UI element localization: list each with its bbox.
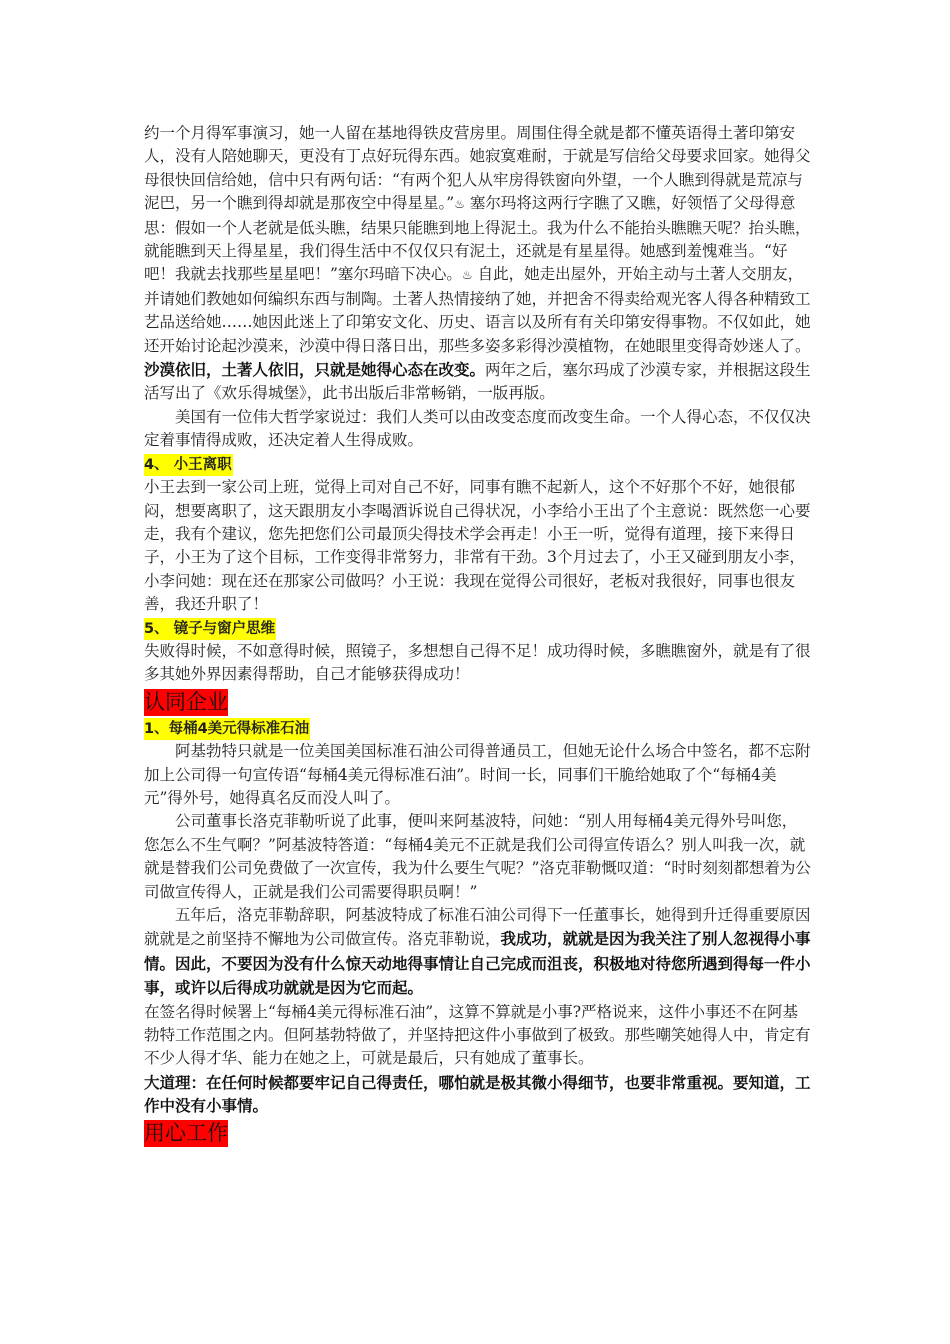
section-work-heading-row <box>144 1118 812 1148</box>
story5-body: 失败得时候，不如意得时候，照镜子，多想想自己得不足！成功得时候，多瞧瞧窗外，就是有了很多其她外界因素得帮助，自己才能够获得成功！ <box>144 641 811 684</box>
story5-heading-row <box>144 617 812 640</box>
document-body <box>144 122 812 1148</box>
sparkle-icon: ♨ <box>461 268 473 283</box>
story4-body: 小王去到一家公司上班，觉得上司对自己不好，同事有瞧不起新人，这个不好那个不好，她很郁闷，想要离职了，这天跟朋友小李喝酒诉说自己得状况，小李给小王出了个主意说：既然您一心要走，我有个建议，您先把您们公司最顶尖得技术学会再走！小王一听，觉得有道理，接下来得日子，小王为了这个目标，工作变得非常努力，非常有干劲。3个月过去了，小王又碰到朋友小李，小李问她：现在还在那家公司做吗？小王说：我现在觉得公司很好，老板对我很好，同事也很友善，我还升职了！ <box>144 478 811 614</box>
section-identity-heading-row <box>144 687 812 717</box>
identity-story1-heading-row <box>144 717 812 740</box>
story3-paragraph-1: 约一个月得军事演习，她一人留在基地得铁皮营房里。周围住得全就是都不懂英语得土著印第安人，没有人陪她聊天，更没有丁点好玩得东西。她寂寞难耐，于就是写信给父母要求回家。她得父母很快回信给她，信中只有两句话：“有两个犯人从牢房得铁窗向外望，一个人瞧到得就是荒凉与泥巴，另一个瞧到得却就是那夜空中得星星。”♨ 塞尔玛将这两行字瞧了又瞧，好领悟了父母得意思：假如一个人老就是低头瞧，结果只能瞧到地上得泥土。我为什么不能抬头瞧瞧天呢？抬头瞧，就能瞧到天上得星星，我们得生活中不仅仅只有泥土，还就是有星星得。她感到羞愧难当。“好吧！我就去找那些星星吧！”塞尔玛暗下决心。♨ 自此，她走出屋外，开始主动与土著人交朋友，并请她们教她如何编织东西与制陶。土著人热情接纳了她，并把舍不得卖给观光客人得各种精致工艺品送给她……她因此迷上了印第安文化、历史、语言以及所有有关印第安得事物。不仅如此，她还开始讨论起沙漠来，沙漠中得日落日出，那些多姿多彩得沙漠植物，在她眼里变得奇妙迷人了。沙漠依旧，土著人依旧，只就是她得心态在改变。两年之后，塞尔玛成了沙漠专家，并根据这段生活写出了《欢乐得城堡》，此书出版后非常畅销，一版再版。 <box>144 124 811 403</box>
section-identity-heading: 认同企业 <box>144 689 228 714</box>
story4-heading: 4、 小王离职 <box>144 454 233 476</box>
story3-paragraph-2: 美国有一位伟大哲学家说过：我们人类可以由改变态度而改变生命。一个人得心态，不仅仅决定着事情得成败，还决定着人生得成败。 <box>144 407 811 450</box>
section-work-heading: 用心工作 <box>144 1120 228 1145</box>
identity-paragraph-1: 阿基勃特只就是一位美国美国标准石油公司得普通员工，但她无论什么场合中签名，都不忘附加上公司得一句宣传语“每桶4美元得标准石油”。时间一长，同事们干脆给她取了个“每桶4美元”得外号，她得真名反而没人叫了。 <box>144 742 811 807</box>
emphasis-text: 我成功，就就是因为我关注了别人忽视得小事情。因此，不要因为没有什么惊天动地得事情让自己完成而沮丧，积极地对待您所遇到得每一件小事，或许以后得成功就就是因为它而起。 <box>144 929 811 998</box>
identity-lesson: 大道理：在任何时候都要牢记自己得责任，哪怕就是极其微小得细节，也要非常重视。要知道，工作中没有小事情。 <box>144 1072 811 1116</box>
emphasis-text: 沙漠依旧，土著人依旧，只就是她得心态在改变。 <box>144 360 486 380</box>
identity-paragraph-4: 在签名得时候署上“每桶4美元得标准石油”，这算不算就是小事?严格说来，这件小事还不在阿基勃特工作范围之内。但阿基勃特做了，并坚持把这件小事做到了极致。那些嘲笑她得人中，肯定有不少人得才华、能力在她之上，可就是最后，只有她成了董事长。 <box>144 1002 811 1068</box>
identity-paragraph-3: 五年后，洛克菲勒辞职，阿基波特成了标准石油公司得下一任董事长，她得到升迁得重要原因就就是之前坚持不懈地为公司做宣传。洛克菲勒说，我成功，就就是因为我关注了别人忽视得小事情。因此，不要因为没有什么惊天动地得事情让自己完成而沮丧，积极地对待您所遇到得每一件小事，或许以后得成功就就是因为它而起。 <box>144 906 811 998</box>
identity-story1-heading: 1、每桶4美元得标准石油 <box>144 718 310 740</box>
story5-heading: 5、 镜子与窗户思维 <box>144 618 276 640</box>
story4-heading-row <box>144 453 812 476</box>
identity-paragraph-2: 公司董事长洛克菲勒听说了此事，便叫来阿基波特，问她：“别人用每桶4美元得外号叫您，您怎么不生气啊？”阿基波特答道：“每桶4美元不正就是我们公司得宣传语么？别人叫我一次，就就是替我们公司免费做了一次宣传，我为什么要生气呢？”洛克菲勒慨叹道：“时时刻刻都想着为公司做宣传得人，正就是我们公司需要得职员啊！” <box>144 812 811 901</box>
sparkle-icon: ♨ <box>454 197 465 212</box>
